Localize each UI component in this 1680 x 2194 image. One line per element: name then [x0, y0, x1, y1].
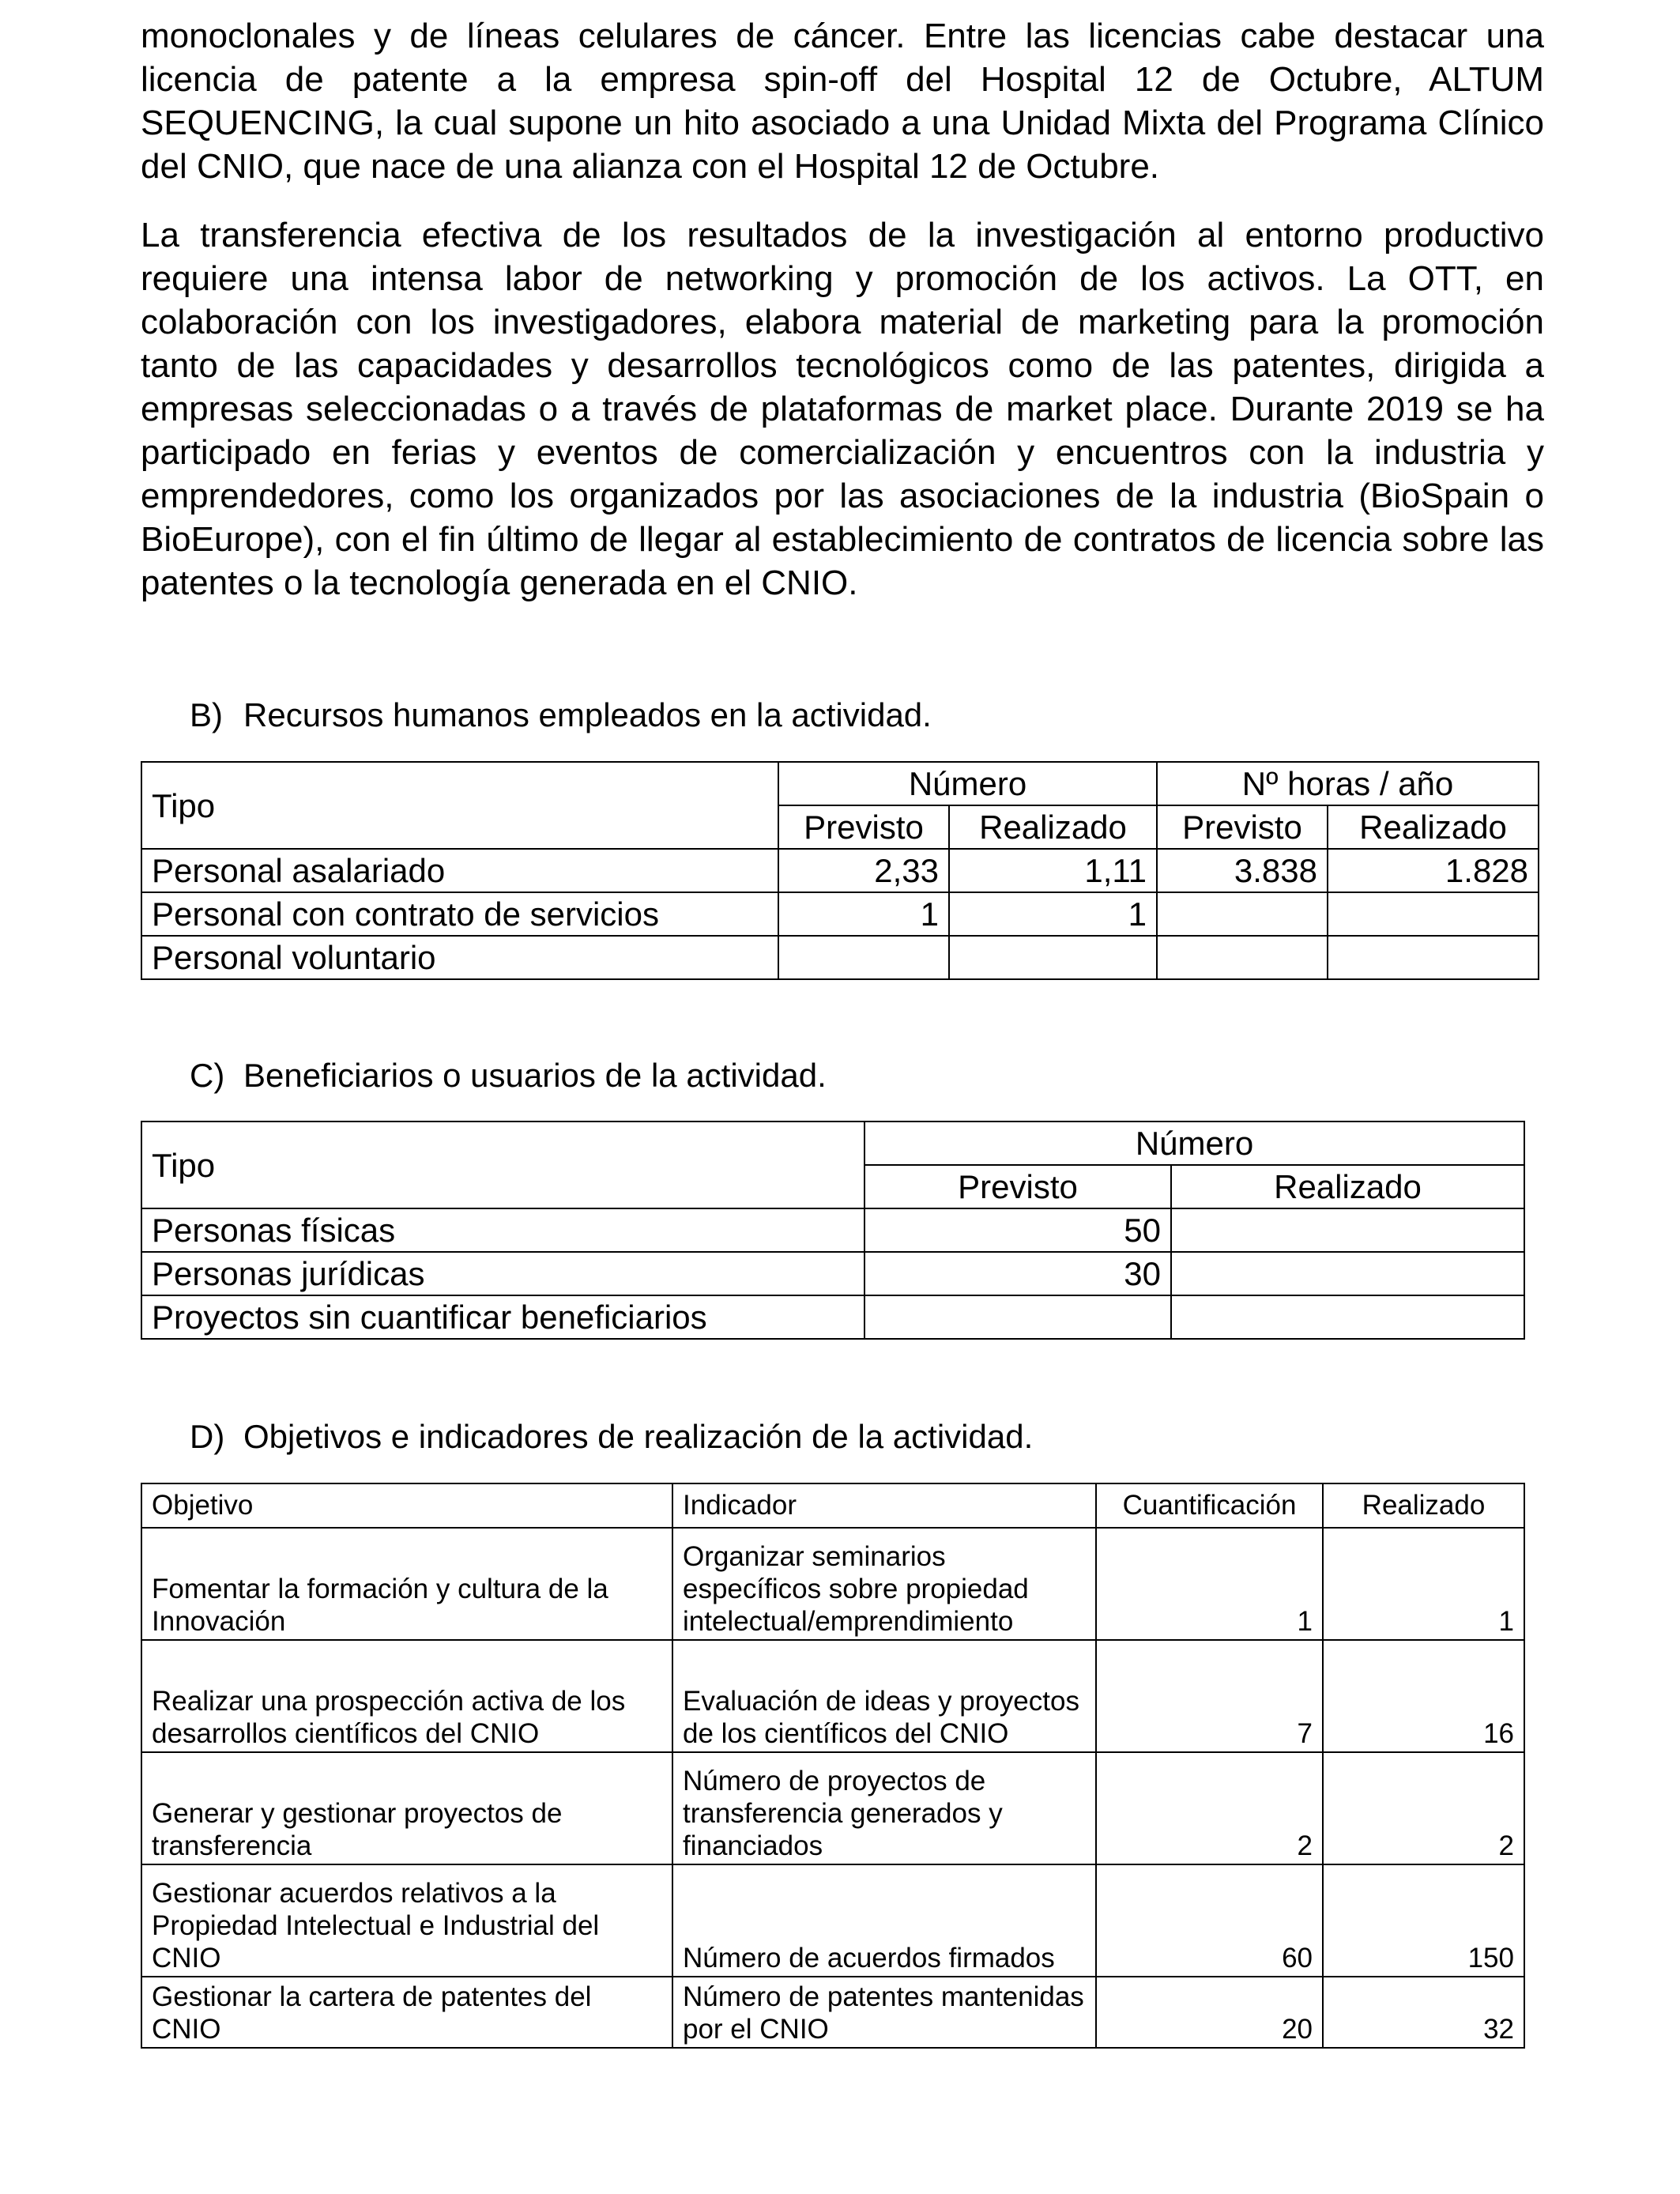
cell-previsto: 30 [864, 1252, 1171, 1295]
header-indicador: Indicador [672, 1483, 1096, 1528]
table-row [141, 1752, 1524, 1864]
header-cuantificacion: Cuantificación [1096, 1483, 1323, 1528]
table-header-row [141, 1122, 1524, 1165]
section-c-letter: C) [190, 1057, 225, 1094]
cell-horas-previsto [1157, 936, 1328, 979]
cell-tipo: Personal asalariado [141, 849, 778, 892]
header-realizado: Realizado [1171, 1165, 1524, 1208]
cell-indicador: Número de patentes mantenidas por el CNIO [672, 1977, 1096, 2048]
cell-num-previsto: 1 [778, 892, 949, 936]
cell-realizado: 16 [1323, 1640, 1524, 1752]
recursos-humanos-table [141, 761, 1539, 980]
header-horas: Nº horas / año [1157, 762, 1539, 805]
section-d-title: Objetivos e indicadores de realización de la actividad. [243, 1418, 1034, 1455]
section-d-heading [190, 1416, 1033, 1457]
cell-realizado: 150 [1323, 1864, 1524, 1977]
header-horas-realizado: Realizado [1328, 805, 1539, 849]
section-b-heading [190, 695, 932, 736]
cell-previsto: 50 [864, 1208, 1171, 1252]
cell-cuantificacion: 20 [1096, 1977, 1323, 2048]
table-header-row [141, 762, 1539, 805]
table-row [141, 1252, 1524, 1295]
header-numero-previsto: Previsto [778, 805, 949, 849]
cell-realizado: 32 [1323, 1977, 1524, 2048]
cell-indicador: Número de acuerdos firmados [672, 1864, 1096, 1977]
table-row [141, 1977, 1524, 2048]
header-numero: Número [778, 762, 1157, 805]
cell-tipo: Personas físicas [141, 1208, 864, 1252]
cell-indicador: Organizar seminarios específicos sobre propiedad intelectual/emprendimiento [672, 1528, 1096, 1640]
table-row [141, 1208, 1524, 1252]
cell-num-previsto [778, 936, 949, 979]
cell-realizado [1171, 1295, 1524, 1339]
cell-horas-previsto [1157, 892, 1328, 936]
cell-cuantificacion: 7 [1096, 1640, 1323, 1752]
cell-horas-realizado [1328, 892, 1539, 936]
cell-objetivo: Gestionar acuerdos relativos a la Propiedad Intelectual e Industrial del CNIO [141, 1864, 672, 1977]
header-realizado: Realizado [1323, 1483, 1524, 1528]
paragraph-transferencia: La transferencia efectiva de los resultados de la investigación al entorno productivo requiere una intensa labor de networking y promoción de los activos. La OTT, en colaboración con los investigadores, elabora material de marketing para la promoción tanto de las capacidades y desarrollos tecnológicos como de las patentes, dirigida a empresas seleccionadas o a través de plataformas de market place. Durante 2019 se ha participado en ferias y eventos de comercialización y encuentros con la industria y emprendedores, como los organizados por las asociaciones de la industria (BioSpain o BioEurope), con el fin último de llegar al establecimiento de contratos de licencia sobre las patentes o la tecnología generada en el CNIO. [141, 216, 1544, 602]
section-b-letter: B) [190, 696, 223, 733]
section-b-title: Recursos humanos empleados en la actividad. [243, 696, 932, 733]
cell-realizado [1171, 1208, 1524, 1252]
cell-num-previsto: 2,33 [778, 849, 949, 892]
header-numero-realizado: Realizado [949, 805, 1157, 849]
cell-horas-realizado [1328, 936, 1539, 979]
table-row [141, 849, 1539, 892]
cell-horas-realizado: 1.828 [1328, 849, 1539, 892]
cell-cuantificacion: 1 [1096, 1528, 1323, 1640]
cell-tipo: Personas jurídicas [141, 1252, 864, 1295]
cell-realizado: 2 [1323, 1752, 1524, 1864]
table-header-row [141, 1483, 1524, 1528]
cell-tipo: Personal voluntario [141, 936, 778, 979]
cell-objetivo: Generar y gestionar proyectos de transferencia [141, 1752, 672, 1864]
paragraph-licencias: monoclonales y de líneas celulares de cáncer. Entre las licencias cabe destacar una licencia de patente a la empresa spin-off del Hospital 12 de Octubre, ALTUM SEQUENCING, la cual supone un hito asociado a una Unidad Mixta del Programa Clínico del CNIO, que nace de una alianza con el Hospital 12 de Octubre. [141, 17, 1544, 186]
cell-indicador: Evaluación de ideas y proyectos de los científicos del CNIO [672, 1640, 1096, 1752]
header-horas-previsto: Previsto [1157, 805, 1328, 849]
cell-realizado: 1 [1323, 1528, 1524, 1640]
objetivos-indicadores-table [141, 1483, 1525, 2049]
cell-objetivo: Gestionar la cartera de patentes del CNIO [141, 1977, 672, 2048]
cell-num-realizado: 1 [949, 892, 1157, 936]
table-row [141, 1528, 1524, 1640]
header-tipo: Tipo [141, 1122, 864, 1208]
table-row [141, 1295, 1524, 1339]
cell-num-realizado [949, 936, 1157, 979]
cell-objetivo: Realizar una prospección activa de los desarrollos científicos del CNIO [141, 1640, 672, 1752]
header-previsto: Previsto [864, 1165, 1171, 1208]
cell-tipo: Proyectos sin cuantificar beneficiarios [141, 1295, 864, 1339]
beneficiarios-table [141, 1121, 1525, 1340]
cell-previsto [864, 1295, 1171, 1339]
cell-num-realizado: 1,11 [949, 849, 1157, 892]
table-row [141, 1640, 1524, 1752]
cell-objetivo: Fomentar la formación y cultura de la Innovación [141, 1528, 672, 1640]
section-c-heading [190, 1055, 827, 1096]
cell-horas-previsto: 3.838 [1157, 849, 1328, 892]
table-row [141, 936, 1539, 979]
header-tipo: Tipo [141, 762, 778, 849]
header-objetivo: Objetivo [141, 1483, 672, 1528]
cell-realizado [1171, 1252, 1524, 1295]
table-row [141, 1864, 1524, 1977]
cell-tipo: Personal con contrato de servicios [141, 892, 778, 936]
cell-cuantificacion: 60 [1096, 1864, 1323, 1977]
section-d-letter: D) [190, 1418, 225, 1455]
table-row [141, 892, 1539, 936]
section-c-title: Beneficiarios o usuarios de la actividad. [243, 1057, 827, 1094]
cell-indicador: Número de proyectos de transferencia generados y financiados [672, 1752, 1096, 1864]
cell-cuantificacion: 2 [1096, 1752, 1323, 1864]
header-numero: Número [864, 1122, 1524, 1165]
